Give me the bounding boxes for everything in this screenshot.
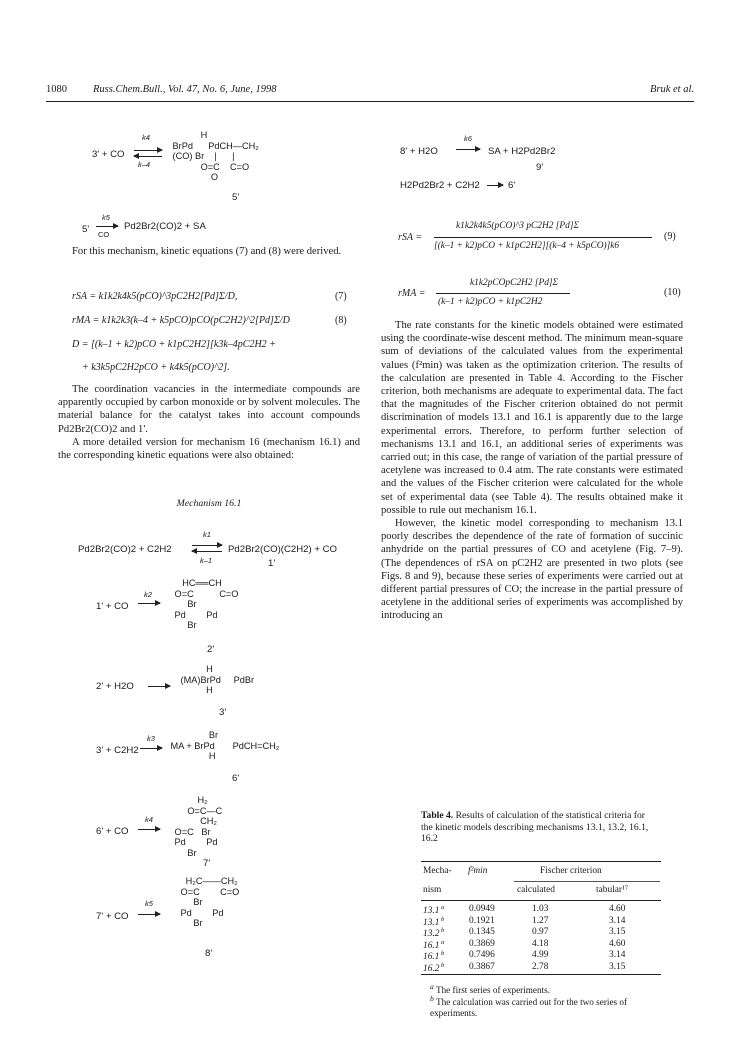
- eq-arrow-reverse: [134, 156, 162, 157]
- paragraph-however-text: However, the kinetic model corresponding to mechanism 13.1 poorly describes the dependence of the rate of formation of succinic anhydride on the partial pressures of CO and acetylene (Fig. 7–9). (The dependences of rSA on pC2H2 are presented in two plots (see Figs. 8 and 9), because these series of experiments were carried out at different partial pressures of CO; the increase in the partial pressure of acetylene in the additional series of experiments was accomplished by introducing an: [381, 518, 683, 622]
- step1-right: Pd2Br2(CO)(C2H2) + CO: [228, 544, 338, 555]
- step4-label: 6': [232, 773, 240, 784]
- right-r1-arrow: [456, 149, 480, 150]
- step2-arrow: [138, 603, 160, 604]
- paragraph-detail-text: A more detailed version for mechanism 16 (mechanism 16.1) and the corresponding kinetic equations were also obtained:: [58, 436, 360, 462]
- step1-k: k1: [203, 530, 211, 539]
- table4-fischer-rule: [514, 881, 660, 882]
- equation-9-fraction-line: [434, 237, 652, 238]
- table4-cell-mechanism: 13.2 $^b$: [423, 927, 445, 940]
- step5-k: k4: [145, 815, 153, 824]
- equation-10-number: (10): [664, 287, 681, 298]
- table4-cell-f2: 0.1921: [469, 915, 495, 926]
- step1-arrow-reverse: [192, 551, 222, 552]
- table4-cell-f2: 0.3869: [469, 938, 495, 949]
- step1-arrow-forward: [192, 545, 222, 546]
- table4-caption-label: Table 4.: [421, 810, 454, 821]
- table4-footnote-a: $^a$ The first series of experiments.: [430, 982, 551, 996]
- table4-cell-calculated: 1.27: [532, 915, 549, 926]
- table4-cell-superscript: b: [439, 915, 445, 923]
- table4-cell-tabular: 3.15: [609, 962, 626, 972]
- step2-label: 2': [207, 644, 215, 655]
- step3-left: 2' + H2O: [96, 681, 134, 692]
- table4-cell-superscript: a: [439, 938, 445, 946]
- right-r1-left: 8' + H2O: [400, 146, 438, 157]
- header-rule: [46, 101, 694, 102]
- scheme-r2-arrow: [96, 226, 118, 227]
- step6-left: 7' + CO: [96, 911, 129, 922]
- scheme-r2-left: 5': [82, 224, 90, 235]
- table4-cell-mechanism: 16.2 $^b$: [423, 962, 445, 975]
- table4-cell-tabular: 3.14: [609, 950, 626, 961]
- table4-cell-mechanism: 13.1 $^b$: [423, 915, 445, 928]
- table4-cell-superscript: b: [439, 927, 445, 935]
- table4-cell-superscript: b: [439, 950, 445, 958]
- eq-arrow-forward: [134, 150, 162, 151]
- step1-left: Pd2Br2(CO)2 + C2H2: [78, 544, 172, 555]
- table4-col-tabular: tabular¹⁷: [596, 885, 629, 895]
- equation-D-line1: D = [(k–1 + k2)pCO + k1pC2H2][k3k–4pC2H2 +: [72, 339, 276, 350]
- table4-col-mechanism-2: nism: [423, 885, 442, 895]
- equation-10-denominator: (k–1 + k2)pCO + k1pC2H2: [438, 297, 543, 307]
- scheme-r1-left: 3' + CO: [92, 149, 125, 160]
- equation-8-number: (8): [335, 315, 347, 326]
- right-r2: H2Pd2Br2 + C2H2: [400, 180, 480, 191]
- paragraph-rate-constants-text: The rate constants for the kinetic models obtained were estimated using the coordinate-wise descent method. The minimum mean-square sum of deviations of the calculated values from the experimental values (f²min) was taken as the optimization criterion. The results of the calculation are presented in Table 4. According to the Fischer criterion, both mechanisms are adequate to experimental data. The fact that the magnitudes of the Fischer criterion obtained do not permit discrimination of models 13.1 and 16.1 is apparently due to the large experimental errors. Therefore, to perform further selection of mechanisms 13.1 and 16.1, an additional series of experiments was carried out; in this case, the range of variation of the partial pressure of acetylene was increased to 0.4 atm. The rate constants were estimated and the values of the Fischer criterion were calculated for the whole set of experimental data (see Table 4). The results obtained make it possible to rule out mechanism 16.1.: [381, 320, 683, 516]
- right-r1-label: 9': [536, 162, 544, 173]
- structure-6-prime: Br MA + BrPd PdCH=CH₂ H: [170, 730, 280, 762]
- step5-arrow: [138, 829, 160, 830]
- equation-D-line2: + k3k5pC2H2pCO + k4k5(pCO)^2].: [82, 362, 230, 373]
- table4-cell-calculated: 4.99: [532, 950, 549, 961]
- equation-10-numerator: k1k2pCOpC2H2 [Pd]Σ: [470, 278, 559, 288]
- equation-8: rMA = k1k2k3(k–4 + k5pCO)pCO(pC2H2)^2[Pd]Σ/D: [72, 315, 290, 326]
- step5-label: 7': [203, 858, 211, 869]
- step4-arrow: [140, 748, 162, 749]
- scheme-r1-k: k4: [142, 133, 150, 142]
- equation-7: rSA = k1k2k4k5(pCO)^3pC2H2[Pd]Σ/D,: [72, 291, 238, 302]
- right-r1-k: k6: [464, 134, 472, 143]
- table4-col-f2: f²min: [468, 866, 488, 876]
- equation-10-fraction-line: [436, 293, 570, 294]
- equation-9-lhs: rSA =: [398, 232, 423, 243]
- table4-cell-f2: 0.1345: [469, 927, 495, 938]
- step2-left: 1' + CO: [96, 601, 129, 612]
- structure-7-prime: H₂ O=C—C CH₂ O=C Br Pd Pd Br: [174, 795, 223, 858]
- table4-cell-calculated: 1.03: [532, 904, 549, 914]
- right-r1-right: SA + H2Pd2Br2: [488, 146, 556, 157]
- running-authors: Bruk et al.: [649, 84, 694, 95]
- table4-cell-mechanism: 16.1 $^a$: [423, 938, 445, 951]
- right-r2-arrow: [487, 185, 503, 186]
- paragraph-mechanism-text: For this mechanism, kinetic equations (7) and (8) were derived.: [72, 246, 342, 257]
- step3-label: 3': [219, 707, 227, 718]
- paragraph-mechanism: [58, 245, 360, 258]
- page-number: 1080: [46, 84, 67, 95]
- table4-bottom-rule: [421, 974, 661, 975]
- table4-cell-tabular: 4.60: [609, 938, 626, 949]
- step6-arrow: [138, 914, 160, 915]
- step4-left: 3' + C2H2: [96, 745, 139, 756]
- table4-cell-tabular: 3.14: [609, 915, 626, 926]
- scheme-r2-k: k5: [102, 213, 110, 222]
- step2-k: k2: [144, 590, 152, 599]
- structure-2-prime: HC══CH O=C C=O Br Pd Pd Br: [174, 578, 239, 631]
- structure-8-prime: H₂C——CH₂ O=C C=O Br Pd Pd Br: [180, 876, 240, 929]
- table4-footnote-b-text: The calculation was carried out for the two series of experiments.: [430, 997, 628, 1019]
- step6-label: 8': [205, 948, 213, 959]
- scheme-r1-kr: k–4: [138, 160, 151, 169]
- table4-cell-tabular: 4.60: [609, 904, 626, 914]
- table4-col-calculated: calculated: [517, 885, 555, 895]
- table4-cell-tabular: 3.15: [609, 927, 626, 938]
- table4-cell-superscript: b: [439, 962, 445, 969]
- equation-7-number: (7): [335, 291, 347, 302]
- table4-cell-calculated: 2.78: [532, 962, 549, 972]
- step6-k: k5: [145, 899, 153, 908]
- table4-cell-f2: 0.0949: [469, 904, 495, 914]
- table4-col-fischer: Fischer criterion: [540, 866, 602, 876]
- table4-cell-calculated: 0.97: [532, 927, 549, 938]
- table4-header-rule: [421, 900, 661, 901]
- scheme-r2-right: Pd2Br2(CO)2 + SA: [124, 221, 206, 232]
- table4-footnote-b: $^b$ The calculation was carried out for the two series of experiments.: [430, 994, 628, 1019]
- step5-left: 6' + CO: [96, 826, 129, 837]
- structure-3-prime: H (MA)BrPd PdBr H: [180, 664, 255, 696]
- structure-5-prime: H BrPd PdCH—CH₂ (CO) Br | | O=C C=O O: [172, 130, 259, 183]
- table4-cell-calculated: 4.18: [532, 938, 549, 949]
- scheme-r1-label: 5': [232, 192, 240, 203]
- paragraph-coordination-text: The coordination vacancies in the intermediate compounds are apparently occupied by carbon monoxide or by solvent molecules. The material balance for the catalyst takes into account compounds Pd2Br2(CO)2 and 1'.: [58, 384, 360, 435]
- journal-citation: Russ.Chem.Bull., Vol. 47, No. 6, June, 1998: [93, 84, 277, 95]
- table4-cell-superscript: a: [439, 904, 445, 911]
- equation-9-numerator: k1k2k4k5(pCO)^3 pC2H2 [Pd]Σ: [456, 221, 580, 231]
- equation-9-denominator: [(k–1 + k2)pCO + k1pC2H2][(k–4 + k5pCO)]k6: [434, 241, 620, 251]
- mechanism-caption: Mechanism 16.1: [176, 498, 242, 509]
- table4-cell-mechanism: 16.1 $^b$: [423, 950, 445, 963]
- step1-kr: k–1: [200, 556, 213, 565]
- step4-k: k3: [147, 734, 155, 743]
- equation-9-number: (9): [664, 231, 676, 242]
- right-r2-right: 6': [508, 180, 516, 191]
- table4-top-rule: [421, 861, 661, 862]
- table4-footnote-a-text: The first series of experiments.: [435, 985, 551, 996]
- table4-col-mechanism-1: Mecha-: [423, 866, 452, 876]
- step1-label: 1': [268, 558, 276, 569]
- step3-arrow: [148, 686, 170, 687]
- table4-cell-f2: 0.3867: [469, 962, 495, 972]
- table4-caption-text: Results of calculation of the statistical criteria for the kinetic models describing mechanisms 13.1, 13.2, 16.1, 16.2: [421, 810, 649, 845]
- scheme-r2-under: CO: [98, 230, 110, 239]
- paragraph-coordination: [58, 383, 360, 462]
- table4-cell-f2: 0.7496: [469, 950, 495, 961]
- table4-cell-mechanism: 13.1 $^a$: [423, 904, 445, 917]
- paragraph-rate-constants: [381, 319, 683, 623]
- table4-caption: [421, 810, 653, 845]
- equation-10-lhs: rMA =: [398, 288, 426, 299]
